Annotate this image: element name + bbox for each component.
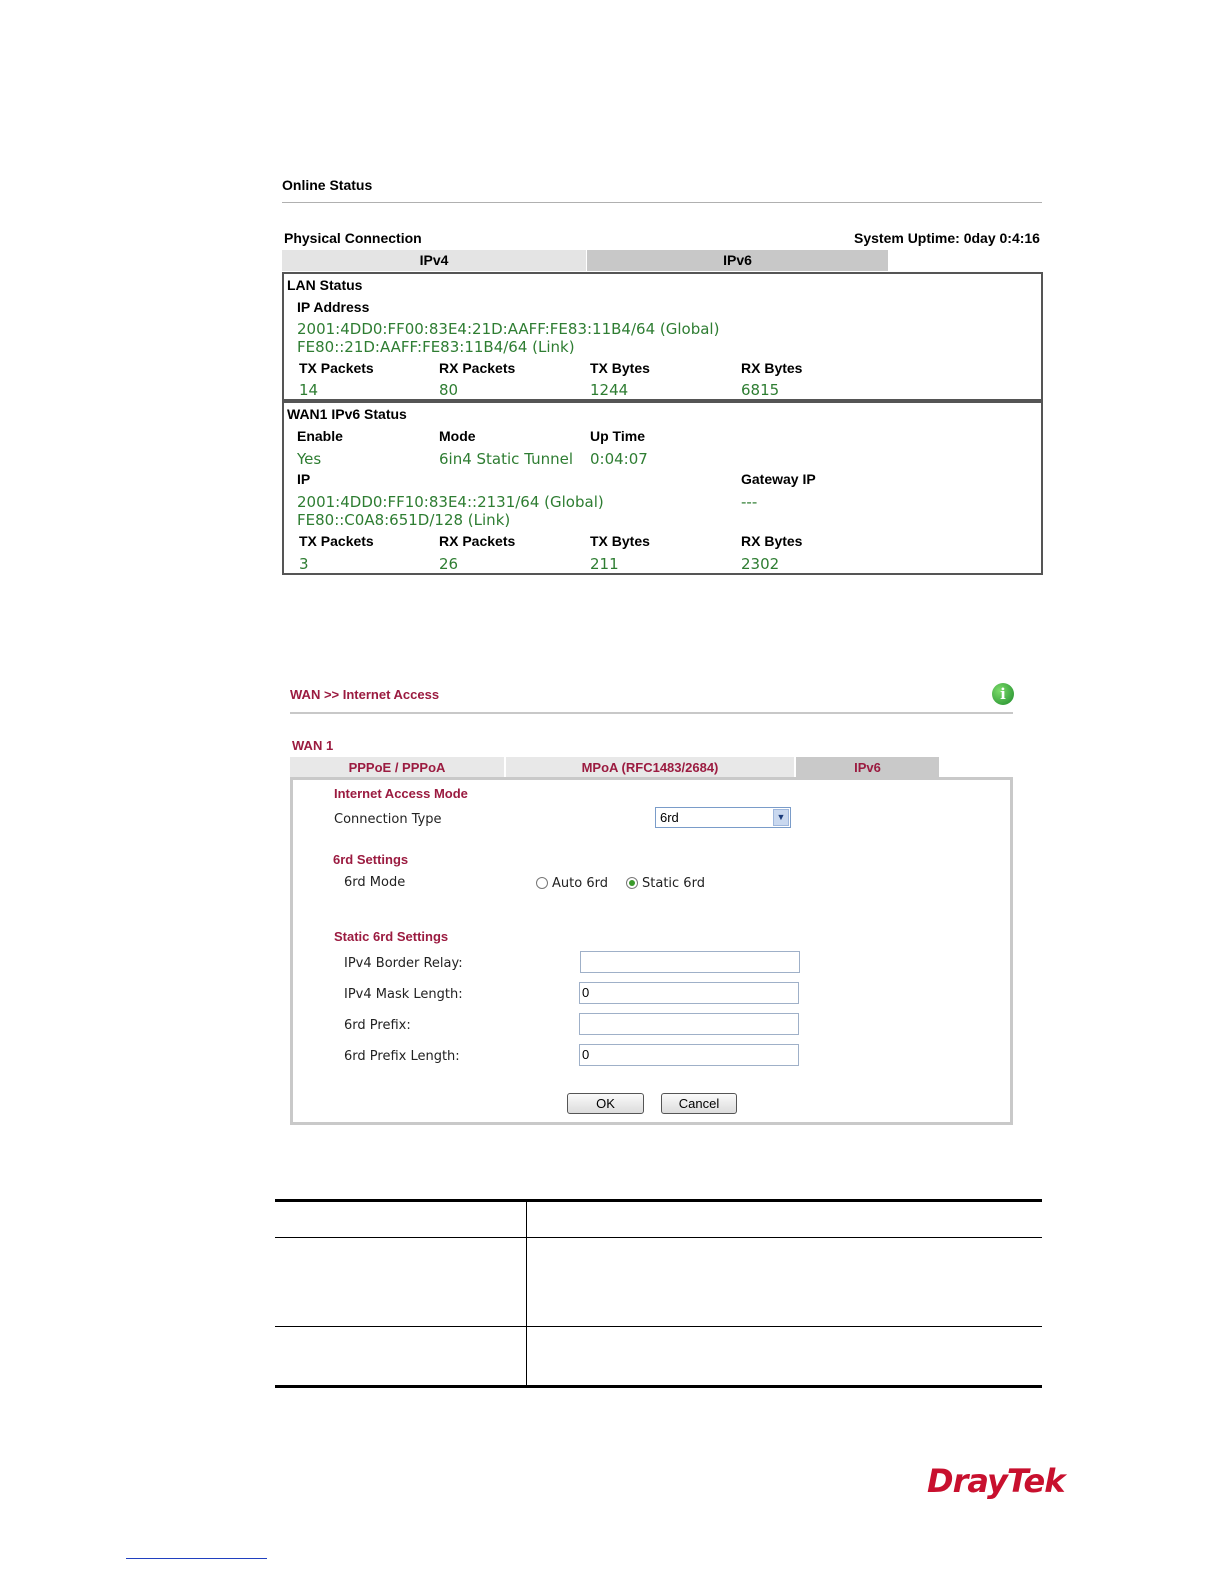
title-divider: [282, 202, 1042, 203]
enable-header: Enable: [297, 428, 343, 444]
6rd-mode-label: 6rd Mode: [344, 875, 406, 890]
static-6rd-settings-heading: Static 6rd Settings: [334, 929, 449, 944]
ip-address-label: IP Address: [297, 299, 370, 315]
ipv6-settings-panel: [290, 777, 1013, 1125]
table-row-rule: [275, 1326, 1042, 1327]
table-bottom-rule: [275, 1385, 1042, 1388]
wan-tx-packets-header: TX Packets: [299, 533, 374, 549]
wan-tx-packets: 3: [299, 555, 309, 573]
6rd-prefix-length-label: 6rd Prefix Length:: [344, 1049, 460, 1064]
tab-mpoa[interactable]: MPoA (RFC1483/2684): [506, 757, 794, 778]
table-header-rule: [275, 1237, 1042, 1238]
lan-ip-link: FE80::21D:AAFF:FE83:11B4/64 (Link): [297, 338, 575, 356]
tab-pppoe[interactable]: PPPoE / PPPoA: [290, 757, 504, 778]
chevron-down-icon[interactable]: ▼: [773, 809, 789, 826]
draytek-logo: DrayTek: [927, 1462, 1065, 1500]
wan-rx-packets: 26: [439, 555, 459, 573]
6rd-prefix-length-input[interactable]: 0: [579, 1044, 799, 1066]
lan-tx-packets: 14: [299, 381, 319, 399]
wan-status-heading: WAN1 IPv6 Status: [287, 406, 407, 422]
radio-static-6rd-label: Static 6rd: [642, 876, 705, 891]
lan-rx-bytes-header: RX Bytes: [741, 360, 803, 376]
up-time-header: Up Time: [590, 428, 645, 444]
mode-header: Mode: [439, 428, 476, 444]
table-column-divider: [526, 1202, 527, 1385]
lan-tx-packets-header: TX Packets: [299, 360, 374, 376]
wan-tx-bytes: 211: [590, 555, 619, 573]
lan-status-heading: LAN Status: [287, 277, 363, 293]
wan-ip-link: FE80::C0A8:651D/128 (Link): [297, 511, 511, 529]
online-status-title: Online Status: [282, 177, 373, 193]
wan-rx-bytes: 2302: [741, 555, 780, 573]
lan-rx-packets-header: RX Packets: [439, 360, 516, 376]
tab-ipv6[interactable]: IPv6: [587, 250, 888, 271]
radio-static-6rd[interactable]: [626, 877, 638, 889]
connection-type-select[interactable]: [655, 807, 791, 828]
lan-status-panel: [282, 272, 1043, 401]
6rd-prefix-label: 6rd Prefix:: [344, 1018, 411, 1033]
system-uptime: System Uptime: 0day 0:4:16: [854, 230, 1040, 246]
mask-length-input[interactable]: 0: [579, 982, 799, 1004]
wan-rx-packets-header: RX Packets: [439, 533, 516, 549]
6rd-settings-heading: 6rd Settings: [333, 852, 409, 867]
breadcrumb: WAN >> Internet Access: [290, 687, 440, 702]
footer-link-rule: [126, 1558, 267, 1559]
wan1-label: WAN 1: [292, 738, 334, 753]
up-time-value: 0:04:07: [590, 450, 648, 468]
lan-rx-packets: 80: [439, 381, 459, 399]
radio-auto-6rd-label: Auto 6rd: [552, 876, 608, 891]
ip-label: IP: [297, 471, 311, 487]
enable-value: Yes: [297, 450, 322, 468]
mask-length-label: IPv4 Mask Length:: [344, 987, 463, 1002]
gateway-ip-value: ---: [741, 493, 758, 511]
connection-type-label: Connection Type: [334, 812, 442, 827]
lan-rx-bytes: 6815: [741, 381, 780, 399]
6rd-prefix-input[interactable]: [579, 1013, 799, 1035]
wan-tx-bytes-header: TX Bytes: [590, 533, 650, 549]
border-relay-input[interactable]: [580, 951, 800, 973]
wan-ip-global: 2001:4DD0:FF10:83E4::2131/64 (Global): [297, 493, 604, 511]
radio-auto-6rd[interactable]: [536, 877, 548, 889]
breadcrumb-divider: [290, 712, 1013, 714]
border-relay-label: IPv4 Border Relay:: [344, 956, 463, 971]
tab-ipv4[interactable]: IPv4: [282, 250, 586, 271]
physical-connection-label: Physical Connection: [284, 230, 422, 246]
connection-type-value: 6rd: [660, 810, 679, 825]
mode-value: 6in4 Static Tunnel: [439, 450, 573, 468]
wan-rx-bytes-header: RX Bytes: [741, 533, 803, 549]
lan-tx-bytes-header: TX Bytes: [590, 360, 650, 376]
gateway-ip-label: Gateway IP: [741, 471, 816, 487]
ok-button[interactable]: OK: [567, 1093, 644, 1114]
table-top-rule: [275, 1199, 1042, 1202]
lan-ip-global: 2001:4DD0:FF00:83E4:21D:AAFF:FE83:11B4/64 (Global): [297, 320, 720, 338]
info-icon[interactable]: i: [992, 683, 1014, 705]
lan-tx-bytes: 1244: [590, 381, 629, 399]
internet-access-mode-heading: Internet Access Mode: [334, 786, 468, 801]
tab-ipv6[interactable]: IPv6: [796, 757, 939, 778]
cancel-button[interactable]: Cancel: [661, 1093, 737, 1114]
wan1-ipv6-status-panel: [282, 401, 1043, 575]
